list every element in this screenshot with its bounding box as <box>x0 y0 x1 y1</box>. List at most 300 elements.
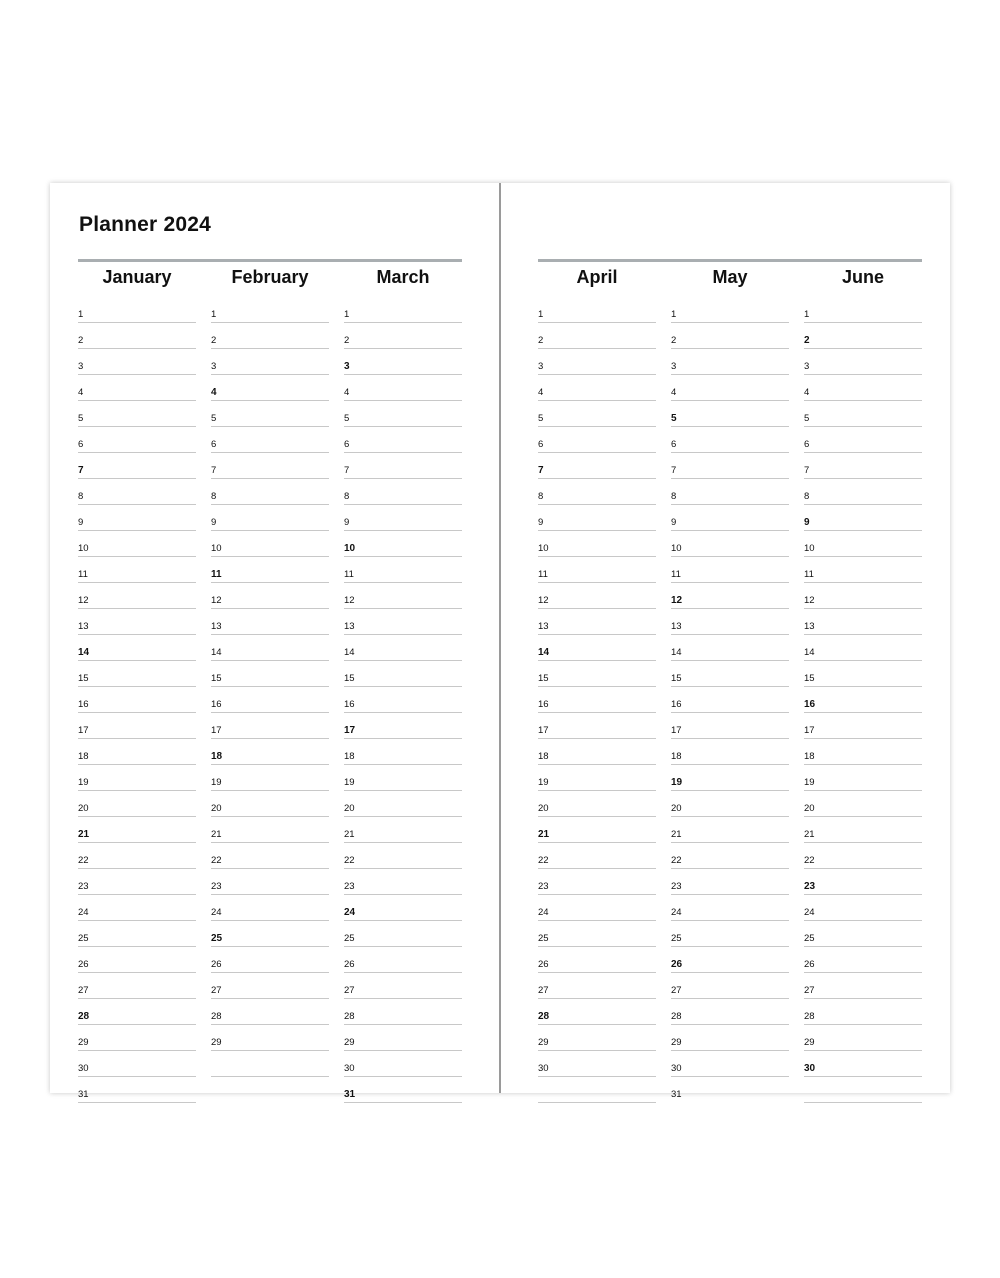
day-number: 17 <box>538 725 549 736</box>
day-row <box>671 480 789 505</box>
day-row <box>211 792 329 817</box>
day-row <box>211 636 329 661</box>
day-row <box>538 870 656 895</box>
day-number: 14 <box>538 647 550 658</box>
right-page-months <box>538 259 922 1100</box>
day-number: 14 <box>78 647 90 658</box>
day-row <box>538 1052 656 1077</box>
day-number: 13 <box>78 621 89 632</box>
day-row <box>804 688 922 713</box>
day-number: 17 <box>78 725 89 736</box>
day-row <box>538 948 656 973</box>
day-row <box>211 376 329 401</box>
day-row <box>538 480 656 505</box>
day-number: 22 <box>671 855 682 866</box>
day-row <box>78 714 196 739</box>
planner-spread <box>50 183 950 1100</box>
day-row <box>538 532 656 557</box>
day-number: 27 <box>538 985 549 996</box>
day-number: 24 <box>211 907 222 918</box>
day-number: 4 <box>804 387 810 398</box>
day-row <box>344 948 462 973</box>
day-number: 27 <box>211 985 222 996</box>
day-row <box>671 636 789 661</box>
day-number: 3 <box>344 361 350 372</box>
day-row <box>804 636 922 661</box>
day-number: 3 <box>211 361 217 372</box>
month-june <box>804 262 922 1104</box>
day-number: 15 <box>538 673 549 684</box>
day-number: 13 <box>538 621 549 632</box>
day-row <box>78 1000 196 1025</box>
day-number: 8 <box>538 491 544 502</box>
left-page-months <box>78 259 462 1100</box>
day-row <box>344 1052 462 1077</box>
day-row <box>344 792 462 817</box>
day-number: 6 <box>78 439 84 450</box>
day-number: 14 <box>671 647 682 658</box>
day-number: 2 <box>538 335 544 346</box>
day-row <box>538 1000 656 1025</box>
day-number: 9 <box>671 517 677 528</box>
day-number: 1 <box>344 309 350 320</box>
day-number: 5 <box>344 413 350 424</box>
day-row <box>804 714 922 739</box>
day-row <box>78 350 196 375</box>
day-number: 26 <box>804 959 815 970</box>
day-number: 29 <box>538 1037 549 1048</box>
day-row <box>211 688 329 713</box>
day-number: 27 <box>804 985 815 996</box>
day-row <box>804 896 922 921</box>
day-number: 29 <box>671 1037 682 1048</box>
day-row <box>671 818 789 843</box>
day-number: 28 <box>211 1011 222 1022</box>
day-row <box>344 558 462 583</box>
day-row <box>344 766 462 791</box>
day-row <box>538 740 656 765</box>
day-row <box>344 818 462 843</box>
day-row <box>804 610 922 635</box>
blank-line <box>804 1078 922 1103</box>
day-row <box>211 662 329 687</box>
day-number: 18 <box>344 751 355 762</box>
day-row <box>671 324 789 349</box>
month-may <box>671 262 789 1104</box>
day-number: 6 <box>671 439 677 450</box>
day-row <box>538 402 656 427</box>
day-row <box>78 818 196 843</box>
day-number: 3 <box>804 361 810 372</box>
day-row <box>671 506 789 531</box>
day-number: 18 <box>538 751 549 762</box>
day-row <box>78 792 196 817</box>
day-number: 21 <box>211 829 222 840</box>
day-number: 23 <box>671 881 682 892</box>
day-row <box>671 532 789 557</box>
day-row <box>804 740 922 765</box>
day-row <box>671 662 789 687</box>
day-number: 11 <box>211 569 222 580</box>
day-row <box>344 1000 462 1025</box>
day-row <box>211 922 329 947</box>
day-row <box>211 402 329 427</box>
day-row <box>804 480 922 505</box>
day-row <box>344 688 462 713</box>
day-row <box>804 792 922 817</box>
day-row <box>78 870 196 895</box>
day-row <box>78 454 196 479</box>
day-number: 15 <box>804 673 815 684</box>
day-row <box>804 1052 922 1077</box>
day-row <box>211 714 329 739</box>
day-row <box>804 376 922 401</box>
day-number: 18 <box>804 751 815 762</box>
day-number: 15 <box>78 673 89 684</box>
day-number: 24 <box>344 907 356 918</box>
day-row <box>538 558 656 583</box>
day-number: 11 <box>804 569 814 580</box>
day-number: 23 <box>211 881 222 892</box>
day-row <box>78 402 196 427</box>
day-row <box>211 844 329 869</box>
day-number: 28 <box>78 1011 90 1022</box>
day-row <box>804 1000 922 1025</box>
day-number: 19 <box>344 777 355 788</box>
day-number: 1 <box>78 309 84 320</box>
day-number: 30 <box>538 1063 549 1074</box>
day-row <box>211 506 329 531</box>
day-row <box>344 428 462 453</box>
day-number: 25 <box>344 933 355 944</box>
day-row <box>344 844 462 869</box>
day-number: 24 <box>671 907 682 918</box>
day-row <box>344 324 462 349</box>
day-number: 31 <box>671 1089 682 1100</box>
day-row <box>211 610 329 635</box>
day-number: 7 <box>344 465 350 476</box>
day-number: 27 <box>671 985 682 996</box>
day-number: 27 <box>78 985 89 996</box>
day-number: 4 <box>211 387 217 398</box>
day-row <box>211 740 329 765</box>
day-row <box>804 506 922 531</box>
day-number: 30 <box>671 1063 682 1074</box>
day-row <box>804 844 922 869</box>
day-row <box>671 1078 789 1103</box>
day-row <box>211 974 329 999</box>
day-row <box>538 584 656 609</box>
day-row <box>78 558 196 583</box>
day-number: 20 <box>211 803 222 814</box>
day-row <box>211 1000 329 1025</box>
day-number: 25 <box>804 933 815 944</box>
day-number: 9 <box>78 517 84 528</box>
day-row <box>78 480 196 505</box>
day-number: 21 <box>78 829 90 840</box>
day-number: 22 <box>344 855 355 866</box>
day-row <box>344 454 462 479</box>
day-row <box>671 792 789 817</box>
day-number: 6 <box>538 439 544 450</box>
day-row <box>344 376 462 401</box>
day-row <box>671 766 789 791</box>
day-row <box>538 714 656 739</box>
day-row <box>804 402 922 427</box>
day-number: 15 <box>211 673 222 684</box>
day-number: 20 <box>344 803 355 814</box>
day-row <box>211 870 329 895</box>
day-row <box>538 662 656 687</box>
day-number: 13 <box>344 621 355 632</box>
day-row <box>78 688 196 713</box>
page-gutter <box>499 183 501 1093</box>
day-row <box>538 324 656 349</box>
day-row <box>538 1026 656 1051</box>
day-row <box>211 818 329 843</box>
day-row <box>804 454 922 479</box>
day-row <box>78 1052 196 1077</box>
day-row <box>538 350 656 375</box>
day-number: 7 <box>671 465 677 476</box>
day-number: 8 <box>78 491 84 502</box>
day-number: 10 <box>344 543 356 554</box>
day-number: 3 <box>78 361 84 372</box>
day-row <box>538 454 656 479</box>
day-number: 5 <box>211 413 217 424</box>
day-number: 9 <box>344 517 350 528</box>
day-number: 10 <box>538 543 549 554</box>
day-row <box>344 1078 462 1103</box>
day-number: 23 <box>344 881 355 892</box>
day-number: 8 <box>804 491 810 502</box>
blank-line <box>538 1078 656 1103</box>
day-row <box>538 974 656 999</box>
day-number: 30 <box>804 1063 816 1074</box>
day-row <box>78 376 196 401</box>
day-number: 14 <box>804 647 815 658</box>
day-row <box>78 1078 196 1103</box>
day-number: 12 <box>211 595 222 606</box>
day-number: 22 <box>211 855 222 866</box>
day-row <box>78 532 196 557</box>
day-row <box>78 922 196 947</box>
day-row <box>78 298 196 323</box>
day-number: 21 <box>671 829 682 840</box>
day-number: 7 <box>538 465 544 476</box>
day-number: 3 <box>538 361 544 372</box>
day-number: 16 <box>78 699 89 710</box>
day-number: 16 <box>671 699 682 710</box>
blank-line <box>211 1052 329 1077</box>
day-number: 3 <box>671 361 677 372</box>
day-number: 29 <box>804 1037 815 1048</box>
day-row <box>344 480 462 505</box>
day-row <box>78 740 196 765</box>
day-number: 10 <box>78 543 89 554</box>
day-number: 9 <box>211 517 217 528</box>
day-row <box>538 844 656 869</box>
day-row <box>538 636 656 661</box>
day-number: 2 <box>804 335 810 346</box>
day-number: 26 <box>538 959 549 970</box>
day-number: 1 <box>671 309 677 320</box>
day-number: 18 <box>211 751 223 762</box>
day-row <box>671 350 789 375</box>
day-row <box>671 558 789 583</box>
day-number: 29 <box>211 1037 222 1048</box>
day-number: 10 <box>671 543 682 554</box>
day-number: 16 <box>804 699 816 710</box>
day-number: 30 <box>344 1063 355 1074</box>
day-number: 5 <box>78 413 84 424</box>
day-row <box>538 688 656 713</box>
day-row <box>538 922 656 947</box>
day-row <box>344 870 462 895</box>
day-number: 18 <box>671 751 682 762</box>
day-number: 17 <box>671 725 682 736</box>
day-row <box>344 922 462 947</box>
day-row <box>211 350 329 375</box>
day-number: 26 <box>78 959 89 970</box>
day-number: 8 <box>211 491 217 502</box>
day-row <box>804 662 922 687</box>
day-number: 28 <box>344 1011 355 1022</box>
day-row <box>671 610 789 635</box>
day-row <box>344 610 462 635</box>
month-april <box>538 262 656 1104</box>
day-number: 23 <box>804 881 816 892</box>
day-row <box>671 454 789 479</box>
day-row <box>78 1026 196 1051</box>
day-row <box>344 740 462 765</box>
day-number: 29 <box>344 1037 355 1048</box>
day-number: 6 <box>211 439 217 450</box>
day-row <box>344 298 462 323</box>
day-row <box>671 974 789 999</box>
month-name: June <box>841 267 884 287</box>
day-row <box>804 558 922 583</box>
day-number: 28 <box>804 1011 815 1022</box>
day-number: 13 <box>211 621 222 632</box>
day-row <box>211 558 329 583</box>
page-title: Planner 2024 <box>79 213 211 236</box>
day-row <box>671 1052 789 1077</box>
day-row <box>538 506 656 531</box>
day-row <box>804 948 922 973</box>
day-number: 25 <box>211 933 223 944</box>
day-row <box>804 584 922 609</box>
day-number: 20 <box>538 803 549 814</box>
day-row <box>78 428 196 453</box>
day-number: 2 <box>211 335 217 346</box>
day-number: 11 <box>78 569 88 580</box>
day-number: 26 <box>344 959 355 970</box>
day-row <box>211 584 329 609</box>
day-number: 14 <box>211 647 222 658</box>
month-name: March <box>376 267 430 287</box>
day-number: 19 <box>78 777 89 788</box>
day-number: 17 <box>804 725 815 736</box>
day-number: 6 <box>804 439 810 450</box>
month-february <box>211 262 329 1078</box>
day-number: 28 <box>538 1011 550 1022</box>
day-row <box>671 376 789 401</box>
day-row <box>804 922 922 947</box>
day-number: 7 <box>804 465 810 476</box>
day-number: 2 <box>671 335 677 346</box>
day-row <box>804 974 922 999</box>
day-row <box>344 402 462 427</box>
day-number: 22 <box>538 855 549 866</box>
day-row <box>211 324 329 349</box>
day-row <box>671 688 789 713</box>
day-number: 17 <box>344 725 356 736</box>
day-number: 21 <box>344 829 355 840</box>
day-row <box>538 610 656 635</box>
day-row <box>671 1000 789 1025</box>
day-row <box>671 844 789 869</box>
day-number: 20 <box>671 803 682 814</box>
day-number: 8 <box>671 491 677 502</box>
day-number: 20 <box>78 803 89 814</box>
day-row <box>804 870 922 895</box>
day-number: 23 <box>78 881 89 892</box>
day-number: 26 <box>671 959 683 970</box>
day-number: 25 <box>671 933 682 944</box>
day-number: 21 <box>538 829 550 840</box>
day-row <box>671 1026 789 1051</box>
day-number: 24 <box>804 907 815 918</box>
day-number: 18 <box>78 751 89 762</box>
day-number: 19 <box>671 777 683 788</box>
month-march <box>344 262 462 1104</box>
day-number: 11 <box>344 569 354 580</box>
day-row <box>344 532 462 557</box>
day-number: 25 <box>78 933 89 944</box>
day-number: 12 <box>804 595 815 606</box>
day-number: 13 <box>804 621 815 632</box>
day-row <box>671 428 789 453</box>
day-number: 15 <box>344 673 355 684</box>
day-row <box>671 740 789 765</box>
day-row <box>78 506 196 531</box>
day-row <box>78 896 196 921</box>
day-number: 15 <box>671 673 682 684</box>
day-number: 16 <box>344 699 355 710</box>
day-number: 14 <box>344 647 355 658</box>
month-name: February <box>231 267 309 287</box>
month-name: May <box>712 267 748 287</box>
day-number: 26 <box>211 959 222 970</box>
day-row <box>211 766 329 791</box>
day-number: 19 <box>211 777 222 788</box>
day-row <box>538 298 656 323</box>
day-row <box>804 350 922 375</box>
day-number: 31 <box>344 1089 356 1100</box>
day-number: 8 <box>344 491 350 502</box>
day-number: 17 <box>211 725 222 736</box>
day-row <box>344 662 462 687</box>
day-row <box>78 662 196 687</box>
day-row <box>804 298 922 323</box>
day-number: 4 <box>671 387 677 398</box>
day-number: 24 <box>78 907 89 918</box>
day-number: 7 <box>211 465 217 476</box>
day-number: 5 <box>538 413 544 424</box>
day-number: 12 <box>78 595 89 606</box>
day-number: 11 <box>671 569 681 580</box>
